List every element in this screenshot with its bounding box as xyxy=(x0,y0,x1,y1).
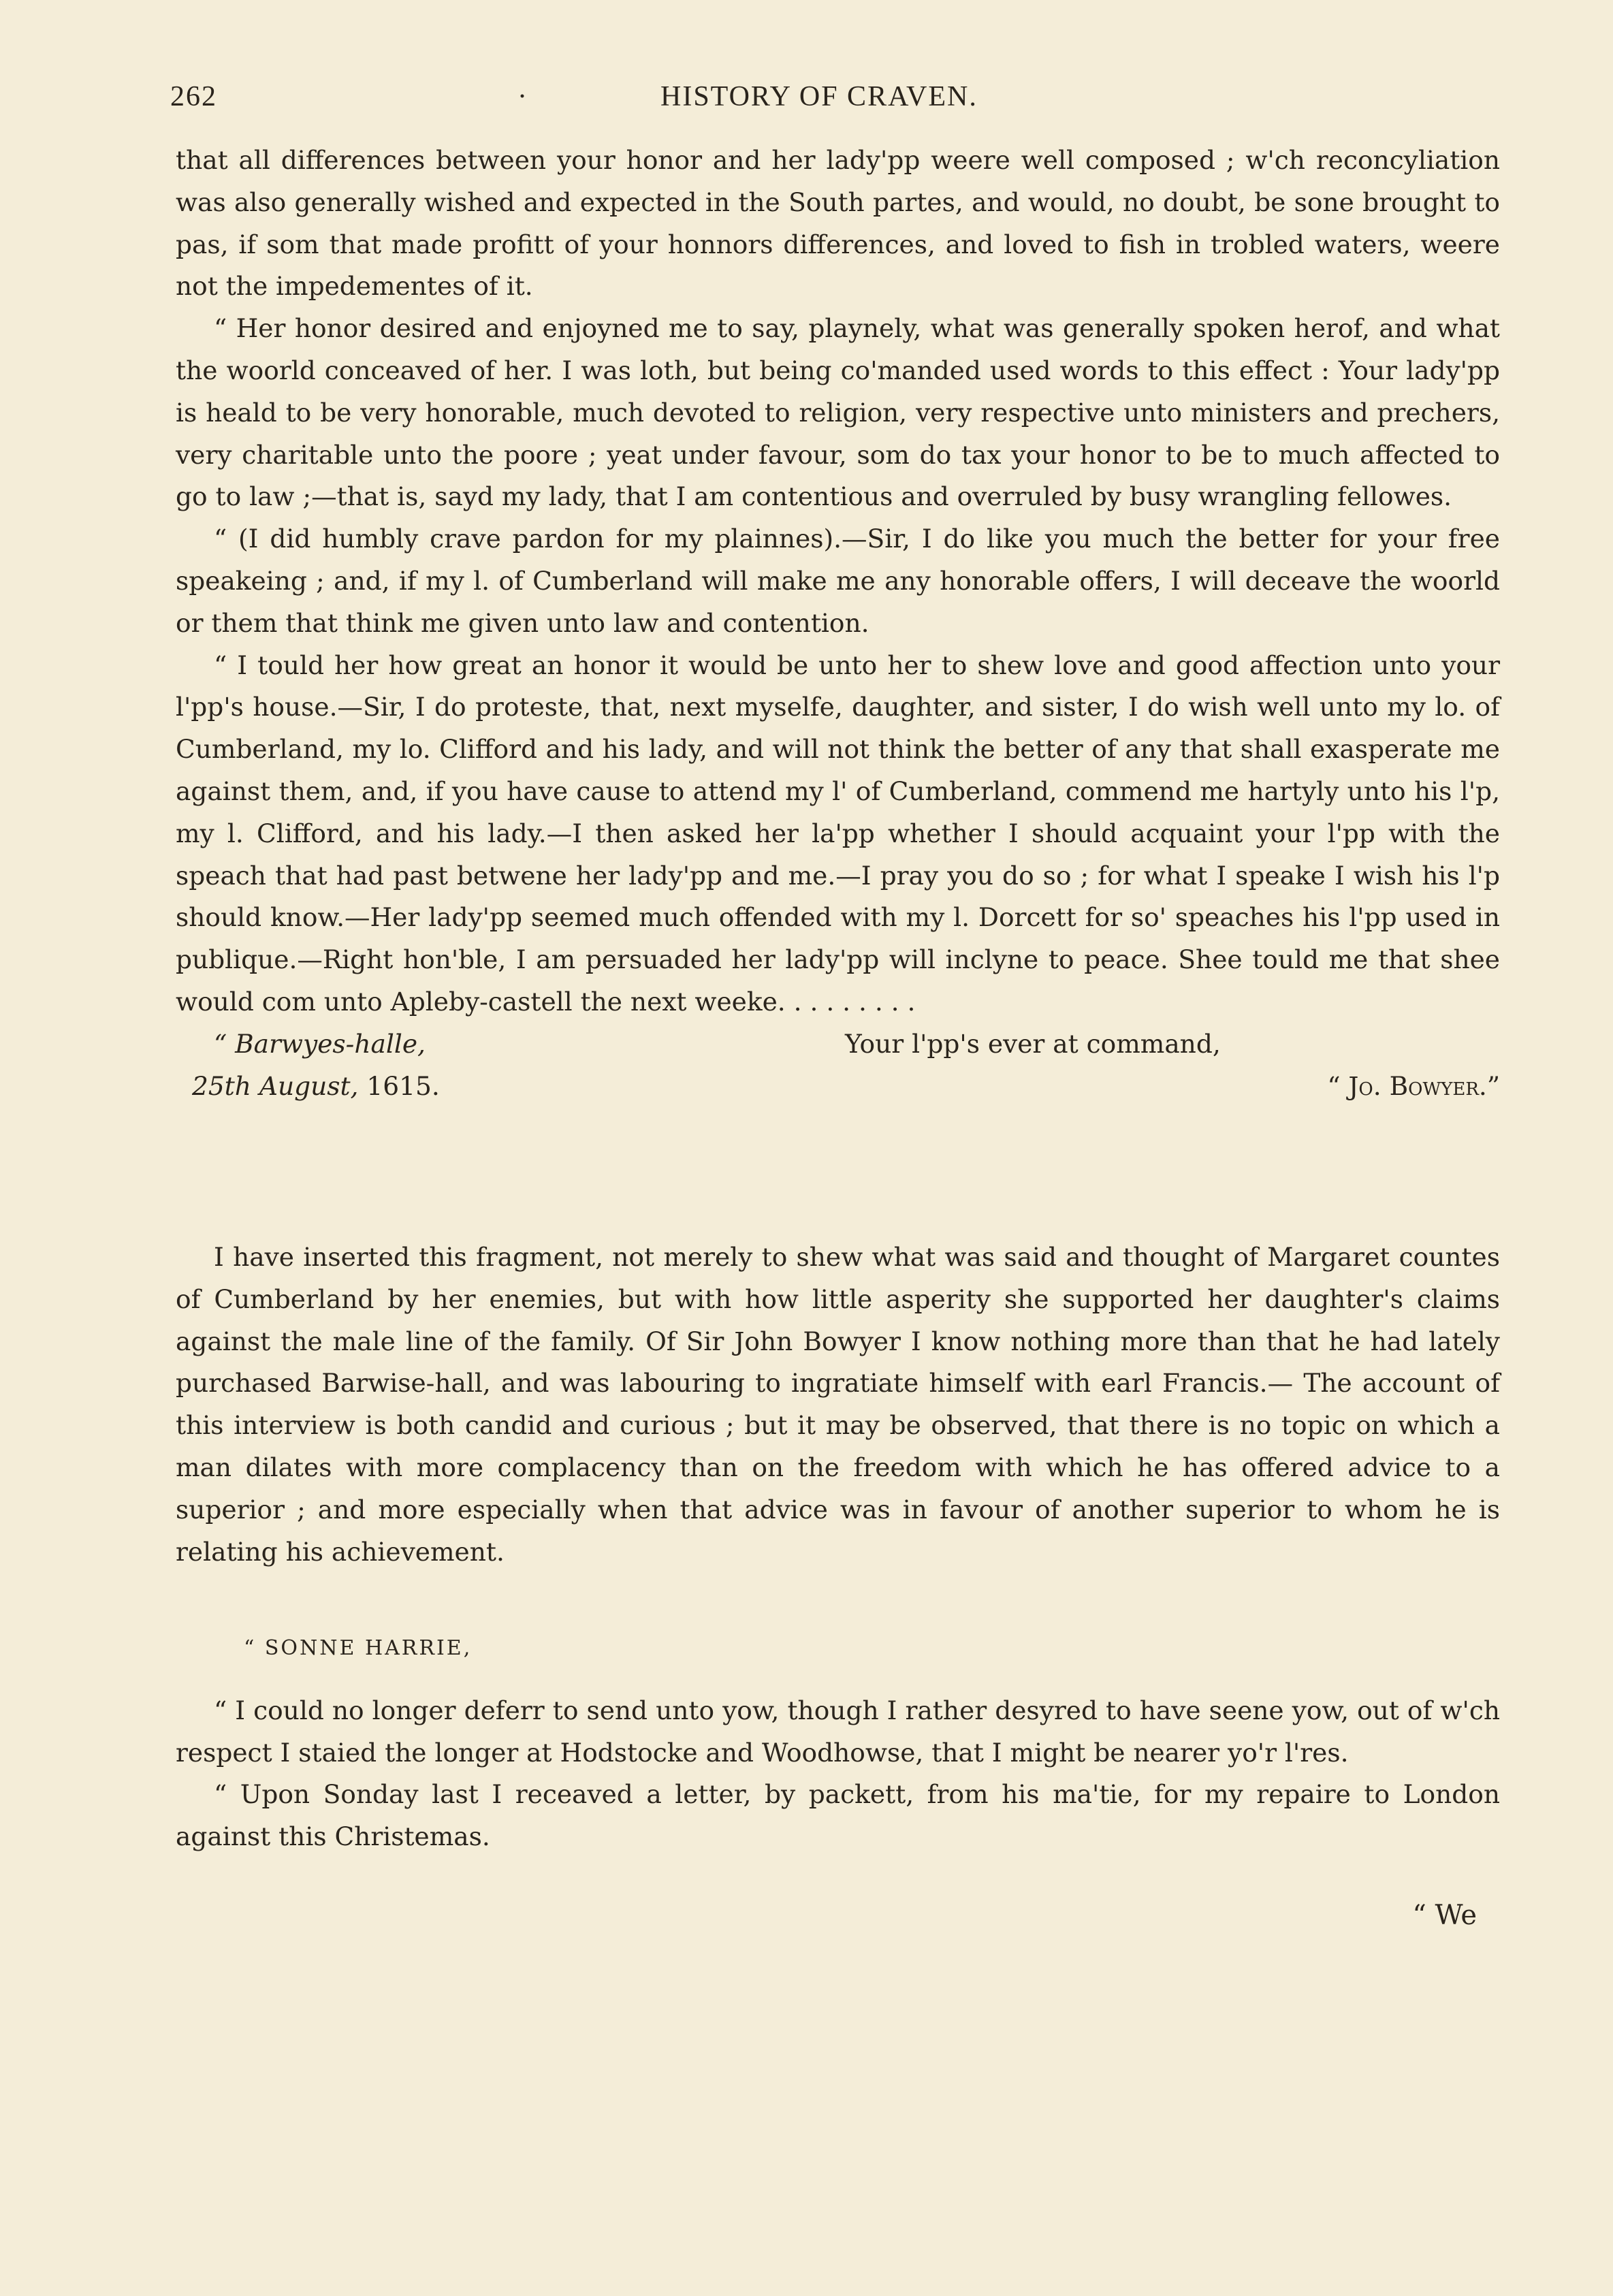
letter-signature xyxy=(176,1023,1500,1108)
letter-paragraph: “ I tould her how great an honor it would be unto her to shew love and good affection unto your l'pp's house.—Sir, I do proteste, that, next myselfe, daughter, and sister, I do wish well unto my lo. of Cumberland, my lo. Clifford and his lady, and will not think the better of any that shall exasperate me against them, and, if you have cause to attend my l' of Cumberland, commend me hartyly unto his l'p, my l. Clifford, and his lady.—I then asked her la'pp whether I should acquaint your l'pp with the speach that had past betwene her lady'pp and me.—I pray you do so ; for what I speake I wish his l'p should know.—Her lady'pp seemed much offended with my l. Dorcett for so' speaches his l'pp used in publique.—Right hon'ble, I am persuaded her lady'pp will inclyne to peace. Shee tould me that shee would com unto Apleby-castell the next weeke. . . . . . . . . xyxy=(176,650,1500,1017)
commentary-paragraph: I have inserted this fragment, not merely to shew what was said and thought of Margaret countes of Cumberland by her enemies, but with how little asperity she supported her daughter's claims against the male line of the family. Of Sir John Bowyer I know nothing more than that he had lately purchased Barwise-hall, and was labouring to ingratiate himself with earl Francis.— The account of this interview is both candid and curious ; but it may be observed, that there is no topic on which a man dilates with more complacency than on the freedom with which he has offered advice to a superior ; and more especially when that advice was in favour of another superior to whom he is relating his achievement. xyxy=(176,1242,1500,1567)
running-title: HISTORY OF CRAVEN. xyxy=(660,81,978,112)
letter-paragraph: “ (I did humbly crave pardon for my plainnes).—Sir, I do like you much the better for your free speakeing ; and, if my l. of Cumberland will make me any honorable offers, I will deceave the woorld or them that think me given unto law and contention. xyxy=(176,524,1500,638)
signature-date xyxy=(192,1066,440,1108)
letter-two xyxy=(176,1627,1500,1858)
letter-paragraph: “ I could no longer deferr to send unto yow, though I rather desyred to have seene yow, out of w'ch respect I staied the longer at Hodstocke and Woodhowse, that I might be nearer yo'r l'res. xyxy=(176,1695,1500,1768)
signature-closing: Your l'pp's ever at command, xyxy=(845,1028,1221,1059)
page-header xyxy=(170,80,1497,121)
letter-one xyxy=(176,140,1500,1108)
signature-date-year: 1615. xyxy=(366,1070,440,1101)
letter-paragraph: “ Her honor desired and enjoyned me to say, playnely, what was generally spoken herof, and what the woorld conceaved of her. I was loth, but being co'manded used words to this effect : Your lady'pp is heald to be very honorable, much devoted to religion, very respective unto ministers and prechers, very charitable unto the poore ; yeat under favour, som do tax your honor to be to much affected to go to law ;—that is, sayd my lady, that I am contentious and overruled by busy wrangling fellowes. xyxy=(176,313,1500,512)
commentary-block xyxy=(176,1237,1500,1573)
letter-paragraph: “ Upon Sonday last I receaved a letter, by packett, from his ma'tie, for my repaire to London against this Christemas. xyxy=(176,1779,1500,1852)
page-number: 262 xyxy=(170,81,217,112)
signature-date-day: 25th August, xyxy=(192,1070,359,1101)
header-separator: · xyxy=(517,81,528,112)
catchword: “ We xyxy=(1412,1900,1477,1931)
letter-salutation: “ SONNE HARRIE, xyxy=(244,1636,473,1660)
signature-place: “ Barwyes-halle, xyxy=(214,1028,426,1059)
signature-author: “ Jo. Bowyer.” xyxy=(1327,1070,1500,1101)
letter-paragraph: that all differences between your honor and her lady'pp weere well composed ; w'ch reconcyliation was also generally wished and expected in the South partes, and would, no doubt, be sone brought to pas, if som that made profitt of your honnors differences, and loved to fish in trobled waters, weere not the impedementes of it. xyxy=(176,145,1500,302)
